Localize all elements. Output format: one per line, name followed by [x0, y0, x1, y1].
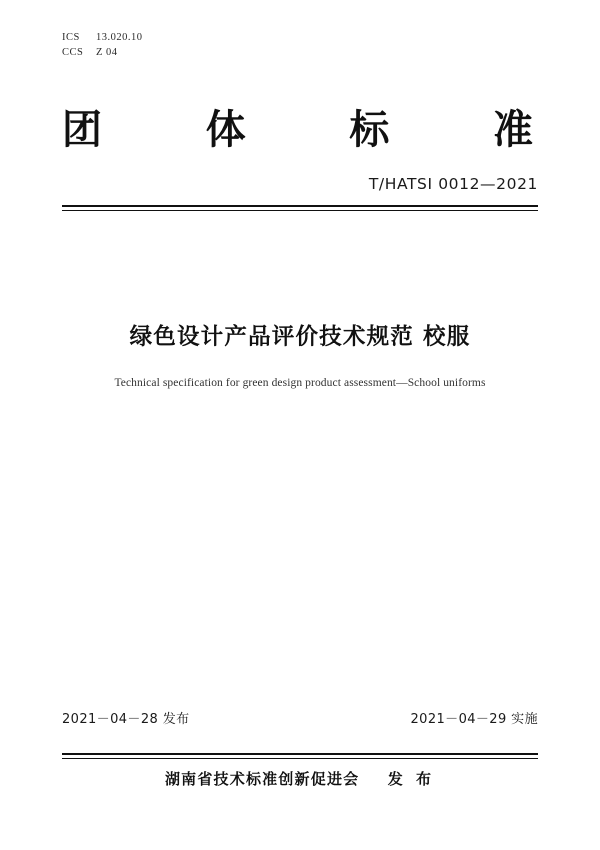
date-row	[62, 708, 538, 727]
ics-code-row	[62, 30, 538, 45]
heading-char-1: 团	[62, 107, 103, 153]
heading-char-3: 标	[349, 107, 391, 153]
classification-codes	[62, 0, 538, 60]
header-rule-thick	[62, 205, 538, 207]
implement-date: 2021－04－29 实施	[410, 712, 538, 727]
ics-code-label: ICS	[62, 32, 80, 43]
publish-label: 发 布	[387, 770, 436, 788]
issue-date: 2021－04－28 发布	[62, 712, 190, 727]
issuer-name: 湖南省技术标准创新促进会	[164, 770, 360, 788]
footer-rule-thick	[62, 753, 538, 755]
document-title-chinese: 绿色设计产品评价技术规范 校服	[129, 324, 471, 350]
ccs-code-label: CCS	[62, 47, 84, 58]
footer-rule-thin	[62, 758, 538, 759]
heading-char-4: 准	[492, 107, 534, 153]
issuing-organization	[62, 768, 538, 789]
standard-type-heading	[62, 98, 538, 155]
heading-char-2: 体	[205, 107, 247, 153]
header-rule-thin	[62, 210, 538, 211]
footer-rules	[62, 741, 538, 759]
ccs-code-row	[62, 45, 538, 60]
ccs-code-value: Z 04	[96, 47, 118, 58]
ics-code-value: 13.020.10	[96, 32, 143, 43]
document-title-english: Technical specification for green design product assessment—School uniforms	[114, 377, 486, 389]
standard-number: T/HATSI 0012—2021	[368, 175, 538, 193]
